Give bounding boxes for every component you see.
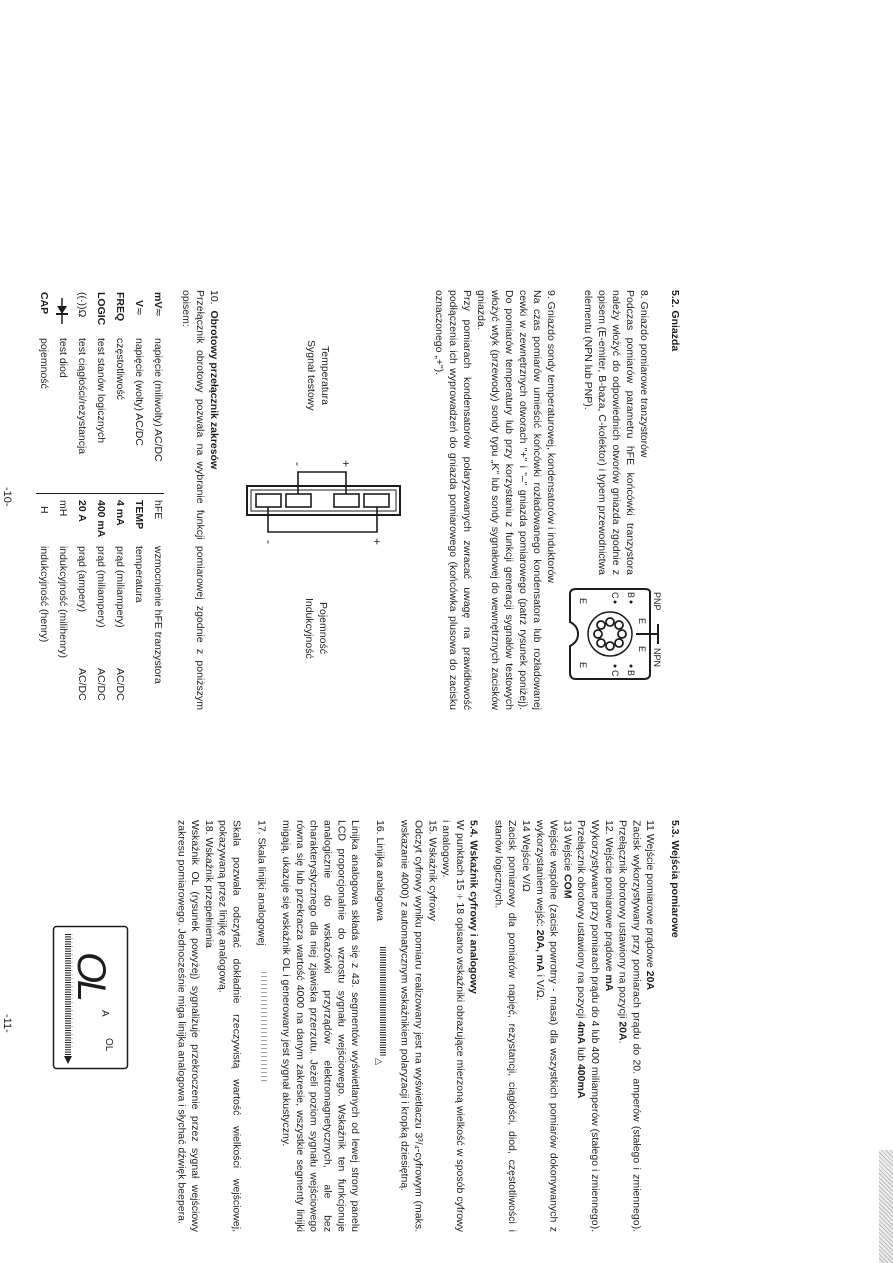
socket-pin-e: E <box>637 618 647 625</box>
ac-dc-icon: ≂ <box>133 307 145 316</box>
ac-dc-icon: ≂ <box>152 308 164 318</box>
text-run: mA <box>602 974 615 992</box>
lcd-overload-indicator: OL <box>103 1038 114 1052</box>
text-run: 20A <box>616 1021 629 1041</box>
item-9-title: 9. Gniazdo sondy temperaturowej, kondensatorów i induktorów <box>545 290 557 583</box>
table-right-desc: prąd (miliampery) <box>95 546 107 628</box>
socket-pin-c: C <box>610 592 620 599</box>
text-run: W punktach 15÷18 opisano wskaźniki obrazujące mierzoną wielkość w sposób cyfrowy i analogowy. <box>440 820 466 1232</box>
table-right-label: 400 mA <box>95 500 107 538</box>
socket-pin-e: E <box>637 646 647 653</box>
text-run: Linijka analogowa składa się z 43. segmentów wyświetlanych od lewej strony panelu LCD proporcjonalnie do wzrostu sygnału wejściowego. Wskaźnik ten funkcjonuje analogicznie do wskazówki przyrządów elektromagnetycznych, ale bez charakterystycznego dla niej zjawiska przerzutu. Jeżeli poziom sygnału wejściowego równa się lub przekracza wartość 4000 na danym zakresie, wszystkie segmenty linijki migają, ukazuje się wskaźnik OL i generowany jest sygnał akustyczny. <box>280 820 362 1232</box>
lcd-main-reading: OL <box>69 952 113 1002</box>
text-run: Wejście wspólne (zacisk powrotny - masa) dla wszystkich pomiarów dokonywanych z wykorzystaniem wejść: <box>533 820 560 1232</box>
label-pojemnosc: Pojemność <box>317 602 329 654</box>
text-run: Odczyt cyfrowy wyniku pomiaru realizowany jest na wyświetlaczu 3³/₄-cyfrowym (maks. wskazanie 4000) z automatycznym wskaźnikiem polaryzacji i kropką dziesiętną. <box>398 820 425 1232</box>
table-left-desc: napięcie (wolty) AC/DC <box>133 338 145 446</box>
table-right-label: 20 A <box>76 500 88 522</box>
text-run: Wykorzystywane przy pomiarach prądu do 4 lub 400 miliamperów (stałego i zmiennego). Przełącznik obrotowy ustawiony na pozycji <box>575 820 602 1232</box>
scan-noise <box>879 1150 893 1263</box>
text-run: 20A <box>644 970 657 991</box>
label-mv: mV <box>152 292 164 309</box>
table-right-label: hFE <box>152 500 164 520</box>
socket-pin-e: E <box>578 598 588 605</box>
text-run: . <box>616 1040 629 1044</box>
table-left-desc: częstotliwość <box>114 338 126 400</box>
table-left-desc: pojemność <box>38 338 50 389</box>
lcd-unit: A <box>99 1010 110 1017</box>
table-left-desc: test stanów logicznych <box>95 338 107 444</box>
text-run: 5.3. Wejścia pomiarowe <box>669 820 681 938</box>
text-run: Wskaźnik OL (rysunek powyżej) sygnalizuje przekroczenie przez sygnał wejściowy zakresu pomiarowego. Jednocześnie miga linijka analogowa i słychać dźwięk beepera. <box>175 820 202 1232</box>
text-run: Skala pozwala odczytać dokładnie rzeczywistą wartość wielkości wejściowej, pokazywaną przez linijkę analogową. <box>216 820 243 1232</box>
text-run: Zacisk wykorzystywany przy pomiarach prądu do 20. amperów (stałego i zmiennego). Przełącznik obrotowy ustawiony na pozycji <box>616 820 643 1232</box>
table-right-mode: AC/DC <box>76 668 88 701</box>
table-left-desc: test ciągłości/rezystancja <box>76 338 88 455</box>
bar-arrow-icon: ▷ <box>374 1057 385 1067</box>
text-run: 11 Wejście pomiarowe prądowe <box>644 820 657 971</box>
table-left-label: LOGIC <box>95 292 107 326</box>
socket-label-npn: NPN <box>652 648 662 668</box>
item-10-heading: Obrotowy przełącznik zakresów <box>208 310 220 470</box>
text-run: 4mA <box>575 1021 588 1045</box>
continuity-icon-label: ((·))Ω <box>76 292 88 318</box>
table-right-mode: AC/DC <box>114 668 126 701</box>
text-run: 12. Wejście pomiarowe prądowe <box>602 820 615 975</box>
item-10-text: Przełącznik obrotowy pozwala na wybranie funkcji pomiarowej zgodnie z poniższym opisem: <box>180 290 206 710</box>
text-run: 14 Wejście V/Ω <box>520 820 533 892</box>
table-right-label: 4 mA <box>114 500 126 526</box>
plus-sign: + <box>370 538 384 546</box>
table-right-label: mH <box>57 500 69 517</box>
table-right-desc: temperatura <box>133 546 145 603</box>
text-run: 17. Skala linijki analogowej <box>255 820 268 946</box>
text-run: 16. Linijka analogowa <box>373 820 386 921</box>
text-run: Zacisk pomiarowy dla pomiarów napięć, rezystancji, ciągłości, diod, częstotliwości i stanów logicznych. <box>492 820 519 1232</box>
table-right-desc: prąd (ampery) <box>76 546 88 612</box>
socket-pin-b: B <box>626 592 636 599</box>
text-run: i V/Ω. <box>533 971 546 1001</box>
label-temperatura: Temperatura <box>319 345 331 405</box>
table-right-mode: AC/DC <box>95 668 107 701</box>
table-left-label: CAP <box>38 292 50 315</box>
item-8-text: Podczas pomiarów parametru hFE końcówki tranzystora należy włożyć do odpowiednich otworów gniazda zgodnie z opisem (E-emiter, B-baza, C-kolektor) i typem przewodnictwa elementu (NPN lub PNP). <box>582 290 636 575</box>
table-right-desc: prąd (miliampery) <box>114 546 126 628</box>
socket-pin-c: C <box>610 670 620 677</box>
socket-pin-e: E <box>578 662 588 669</box>
table-right-desc: indukcyjność (henry) <box>38 546 50 643</box>
item-10-number: 10. <box>208 290 220 305</box>
item-9-text-polarity: Przy pomiarach kondensatorów polaryzowanych zwracać uwagę na prawidłowość podłączenia ich wyprowadzeń do gniazda pomiarowego (końcówka plusowa do zacisku oznaczonego „+"). <box>433 290 473 710</box>
text-run: 5.4. Wskaźnik cyfrowy i analogowy <box>467 820 480 994</box>
socket-label-pnp: PNP <box>652 592 662 611</box>
label-sygnal-testowy: Sygnał testowy <box>305 339 317 411</box>
section-heading-5-2: 5.2. Gniazda <box>669 290 681 352</box>
text-run: 15. Wskaźnik cyfrowy <box>426 820 439 921</box>
table-right-desc: indukcyjność (milihenry) <box>57 546 69 659</box>
minus-sign: - <box>262 540 276 544</box>
text-run: COM <box>561 874 574 899</box>
plus-sign: + <box>339 460 353 468</box>
item-8-title: 8. Gniazdo pomiarowe tranzystorów <box>638 290 650 458</box>
table-left-label: FREQ <box>114 292 126 322</box>
page-number-11: -11- <box>1 1014 13 1033</box>
item-9-text: Na czas pomiarów umieścić końcówki rozładowanego kondensatora lub rozładowanej cewki w zewnętrznych otworach "+" i "–" gniazda pomiarowego (patrz rysunek poniżej). Do pomiarów temperatury lub przy korzystaniu z funkcji generacji sygnałów testowych włożyć wtyk (przewody) sondy typu „K" lub sondy sygnałowej do wewnętrznych zacisków gniazda. <box>475 290 543 710</box>
page-number-10: -10- <box>1 487 13 507</box>
socket-pin-b: B <box>626 670 636 677</box>
label-v: V <box>133 300 145 308</box>
text-run: lub <box>575 1044 588 1064</box>
label-indukcyjnosc: Indukcyjność <box>303 597 315 659</box>
table-right-label: H <box>38 506 50 514</box>
table-left-desc: test diod <box>57 338 69 378</box>
text-run: 20A, mA <box>533 929 546 972</box>
text-run: 13 Wejście <box>561 820 574 875</box>
table-right-desc: wzmocnienie hFE tranzystora <box>152 546 164 684</box>
text-run: 400mA <box>575 1063 588 1099</box>
text-run: 18. Wskaźnik przepełnienia <box>202 820 215 948</box>
table-left-desc: napięcie (miliwolty) AC/DC <box>152 338 164 462</box>
table-right-label: TEMP <box>133 500 145 530</box>
minus-sign: - <box>291 462 305 466</box>
